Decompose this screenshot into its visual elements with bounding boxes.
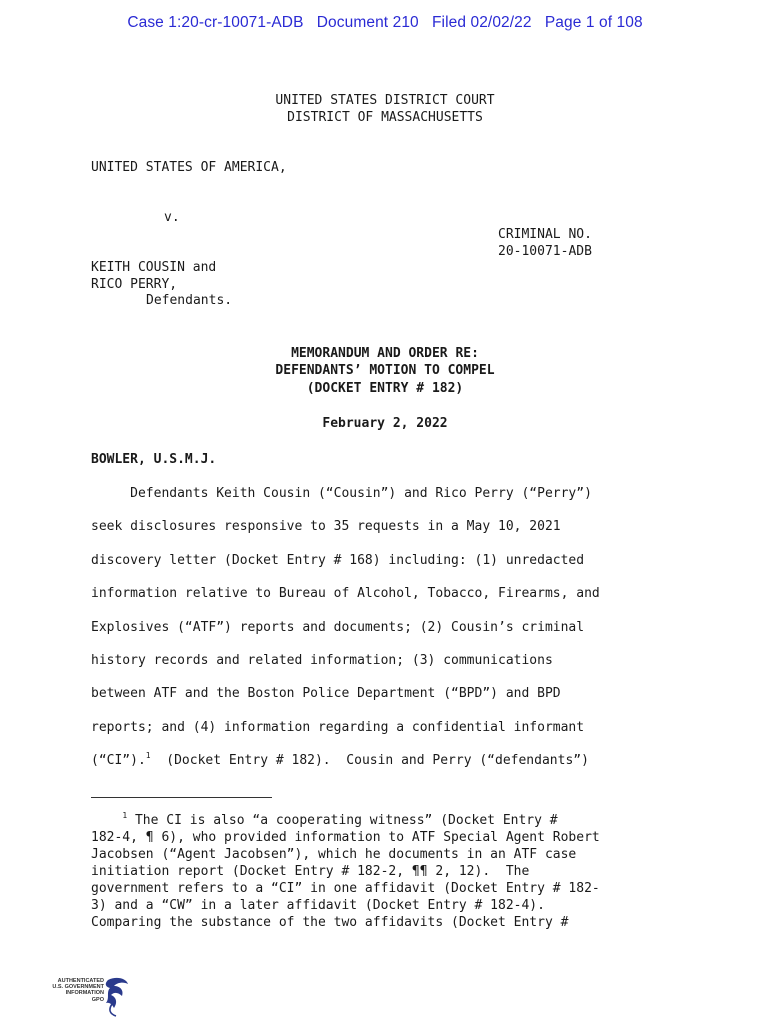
body-line: Defendants Keith Cousin (“Cousin”) and Rico Perry (“Perry”) (91, 486, 592, 501)
caption-defendant-1: KEITH COUSIN and (91, 260, 217, 275)
eagle-icon (102, 974, 132, 1018)
body-line: reports; and (4) information regarding a confidential informant (91, 720, 585, 735)
body-text: (Docket Entry # 182). Cousin and Perry (“defendants”) (150, 753, 589, 768)
body-line: between ATF and the Boston Police Department (“BPD”) and BPD (91, 686, 561, 701)
gpo-logo-text: AUTHENTICATED U.S. GOVERNMENT INFORMATION GPO (52, 978, 104, 1003)
body-text: (“CI”). (91, 753, 146, 768)
caption-versus: v. (164, 210, 180, 225)
body-line: discovery letter (Docket Entry # 168) including: (1) unredacted (91, 553, 585, 568)
court-name: UNITED STATES DISTRICT COURT (275, 93, 495, 108)
footnote-line (91, 813, 558, 830)
judge-signature-line: BOWLER, U.S.M.J. (91, 452, 217, 467)
caption-plaintiff: UNITED STATES OF AMERICA, (91, 160, 287, 175)
footnote-reference[interactable]: 1 (145, 751, 151, 760)
footnote-line: Jacobsen (“Agent Jacobsen”), which he documents in an ATF case (91, 847, 577, 862)
footnote-divider (91, 797, 272, 798)
court-district: DISTRICT OF MASSACHUSETTS (287, 110, 483, 125)
footnote-text: The CI is also “a cooperating witness” (Docket Entry # (127, 813, 558, 828)
title-line-3: (DOCKET ENTRY # 182) (306, 381, 464, 396)
footnote-line: initiation report (Docket Entry # 182-2, ¶¶ 2, 12). The (91, 864, 530, 879)
criminal-no: 20-10071-ADB (498, 244, 592, 259)
footnote-line: Comparing the substance of the two affidavits (Docket Entry # (91, 915, 569, 930)
title-line-1: MEMORANDUM AND ORDER RE: (291, 346, 479, 361)
footnote-line: government refers to a “CI” in one affidavit (Docket Entry # 182- (91, 881, 600, 896)
footnote-line: 3) and a “CW” in a later affidavit (Docket Entry # 182-4). (91, 898, 545, 913)
body-line: Explosives (“ATF”) reports and documents; (2) Cousin’s criminal (91, 620, 585, 635)
order-date: February 2, 2022 (322, 416, 448, 431)
criminal-no-label: CRIMINAL NO. (498, 227, 592, 242)
body-line: seek disclosures responsive to 35 requests in a May 10, 2021 (91, 519, 561, 534)
ecf-header-stamp: Case 1:20-cr-10071-ADB Document 210 Filed 02/02/22 Page 1 of 108 (127, 14, 643, 31)
body-line: information relative to Bureau of Alcohol, Tobacco, Firearms, and (91, 586, 600, 601)
caption-defendants-label: Defendants. (146, 293, 233, 308)
caption-defendant-2: RICO PERRY, (91, 277, 178, 292)
title-line-2: DEFENDANTS’ MOTION TO COMPEL (275, 363, 495, 378)
body-line-last (91, 753, 589, 768)
footnote-marker: 1 (122, 811, 128, 820)
gpo-authenticated-logo (42, 974, 132, 1018)
body-line: history records and related information; (3) communications (91, 653, 553, 668)
footnote-line: 182-4, ¶ 6), who provided information to ATF Special Agent Robert (91, 830, 600, 845)
